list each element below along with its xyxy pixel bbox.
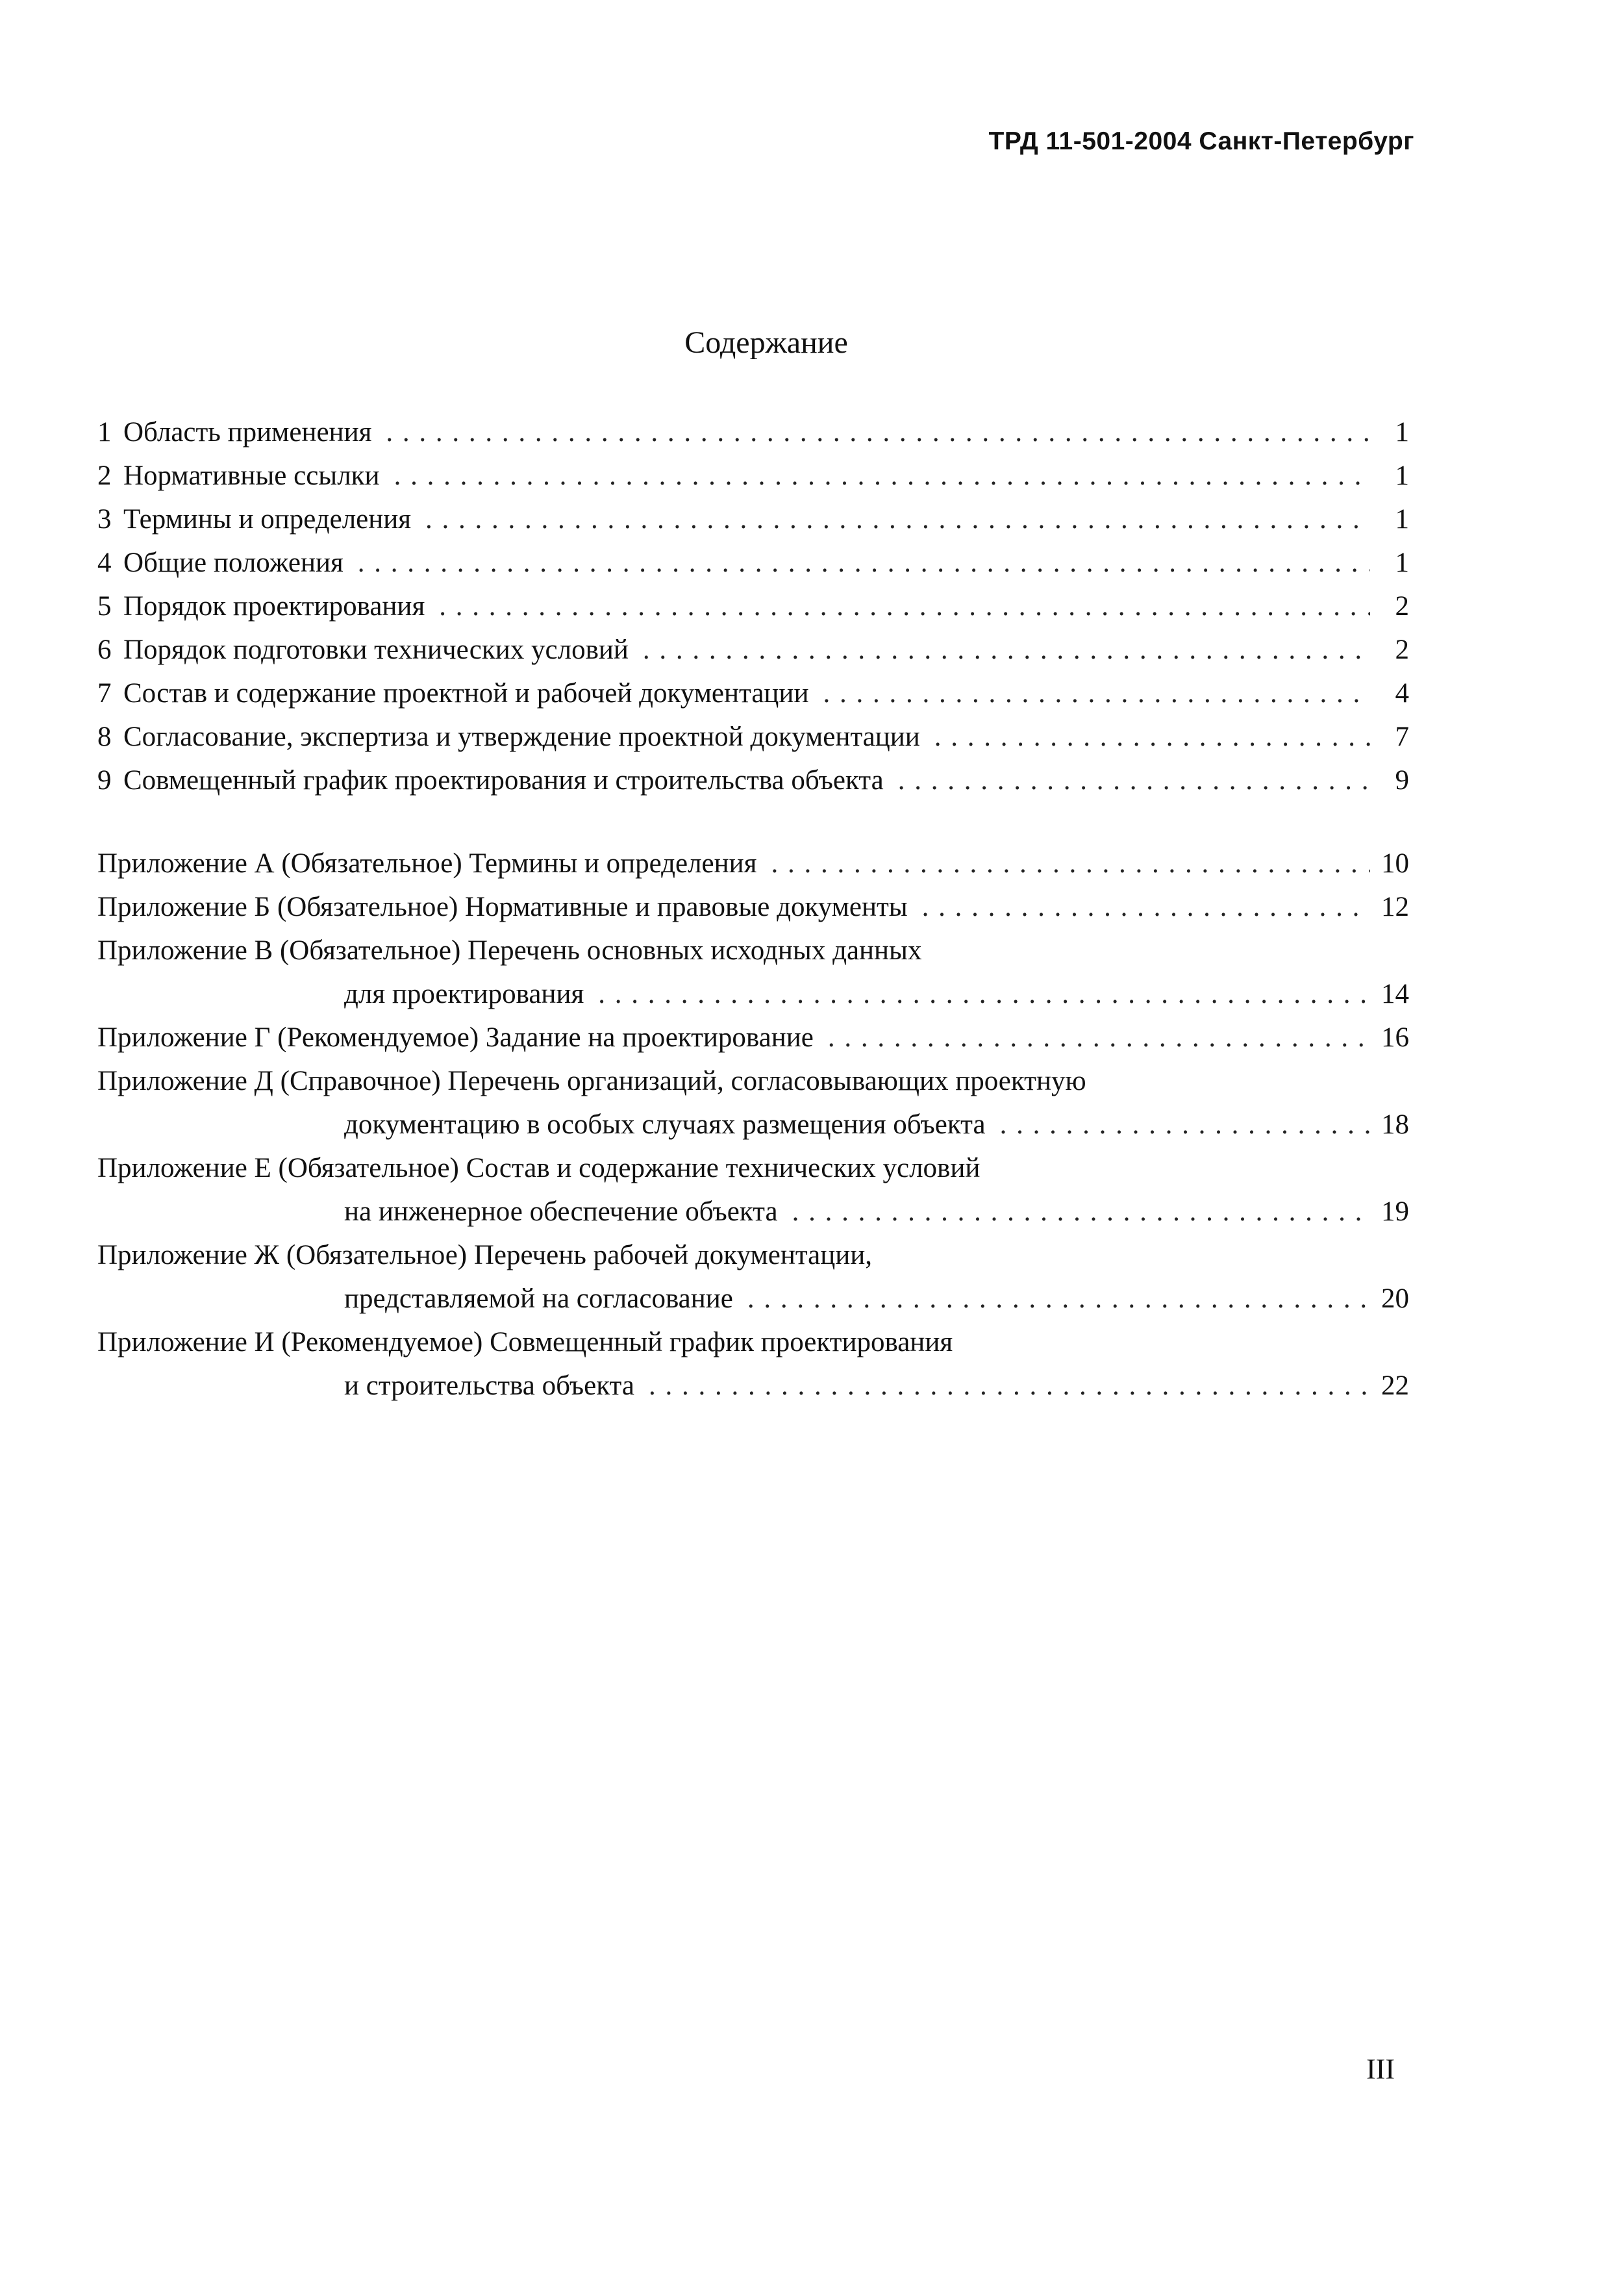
toc-annex-page: 22 [1381, 1370, 1409, 1401]
toc-entry-page: 2 [1395, 635, 1409, 665]
toc-annex-label-cont: на инженерное обеспечение объекта [344, 1196, 778, 1227]
toc-entry-label: Термины и определения [123, 504, 412, 535]
toc-entry-page: 1 [1395, 417, 1409, 448]
toc-annex-entry[interactable] [97, 842, 1409, 885]
toc-entry-label: Порядок подготовки технических условий [123, 635, 629, 665]
toc-annex-page: 16 [1381, 1022, 1409, 1053]
dot-leader [598, 972, 1370, 1016]
toc-entry-page: 2 [1395, 591, 1409, 622]
toc-annex-label-cont: и строительства объекта [344, 1370, 634, 1401]
toc-annex-continuation[interactable] [97, 1277, 1409, 1320]
toc-annex-page: 12 [1381, 892, 1409, 922]
toc-entry-page: 1 [1395, 460, 1409, 491]
toc-annex-page: 18 [1381, 1109, 1409, 1140]
toc-entry[interactable] [97, 672, 1409, 715]
toc-entry-number: 4 [97, 548, 112, 578]
toc-entry-label: Состав и содержание проектной и рабочей документации [123, 678, 809, 709]
dot-leader [1000, 1103, 1370, 1146]
toc-annex-label[interactable]: Приложение Ж (Обязательное) Перечень рабочей документации, [97, 1240, 873, 1270]
toc-entry-number: 2 [97, 460, 112, 491]
dot-leader [386, 410, 1370, 454]
dot-leader [792, 1190, 1370, 1233]
toc-entry-page: 4 [1395, 678, 1409, 709]
toc-entry[interactable] [97, 454, 1409, 498]
dot-leader [394, 454, 1370, 498]
toc-annex-continuation[interactable] [97, 1190, 1409, 1233]
dot-leader [898, 759, 1370, 802]
toc-entry-label: Общие положения [123, 548, 344, 578]
toc-entry-page: 9 [1395, 765, 1409, 796]
toc-sections [97, 410, 1409, 802]
toc-entry-number: 7 [97, 678, 112, 709]
toc-annexes [97, 842, 1409, 1407]
dot-leader [425, 498, 1370, 541]
toc-annex-entry[interactable] [97, 1016, 1409, 1059]
page-number: III [1366, 2053, 1395, 2085]
toc-entry[interactable] [97, 628, 1409, 672]
toc-entry[interactable] [97, 498, 1409, 541]
toc-entry-label: Область применения [123, 417, 372, 448]
toc-entry-page: 1 [1395, 548, 1409, 578]
toc-annex-label: Приложение Б (Обязательное) Нормативные и правовые документы [97, 892, 908, 922]
toc-annex-label[interactable]: Приложение Е (Обязательное) Состав и содержание технических условий [97, 1153, 981, 1183]
page-title: Содержание [684, 325, 848, 360]
toc-annex-continuation[interactable] [97, 1103, 1409, 1146]
toc-entry-number: 6 [97, 635, 112, 665]
dot-leader [649, 1364, 1370, 1407]
toc-entry[interactable] [97, 715, 1409, 759]
toc-entry-number: 3 [97, 504, 112, 535]
dot-leader [771, 842, 1370, 885]
toc-annex-label[interactable]: Приложение Д (Справочное) Перечень организаций, согласовывающих проектную [97, 1066, 1086, 1096]
toc-annex-label-cont: для проектирования [344, 979, 584, 1009]
toc-annex-label: Приложение Г (Рекомендуемое) Задание на проектирование [97, 1022, 814, 1053]
toc-annex-label[interactable]: Приложение В (Обязательное) Перечень основных исходных данных [97, 935, 922, 966]
toc-entry-page: 7 [1395, 722, 1409, 752]
toc-entry-label: Совмещенный график проектирования и строительства объекта [123, 765, 884, 796]
dot-leader [747, 1277, 1370, 1320]
dot-leader [439, 585, 1370, 628]
toc-annex-entry[interactable] [97, 885, 1409, 929]
toc-entry-label: Нормативные ссылки [123, 460, 380, 491]
dot-leader [922, 885, 1370, 929]
dot-leader [934, 715, 1370, 759]
toc-annex-label-cont: представляемой на согласование [344, 1283, 733, 1314]
toc-annex-page: 14 [1381, 979, 1409, 1009]
toc-entry-page: 1 [1395, 504, 1409, 535]
toc-annex-page: 10 [1381, 848, 1409, 879]
toc-entry[interactable] [97, 410, 1409, 454]
dot-leader [828, 1016, 1370, 1059]
toc-annex-page: 19 [1381, 1196, 1409, 1227]
toc-annex-continuation[interactable] [97, 972, 1409, 1016]
toc-annex-label[interactable]: Приложение И (Рекомендуемое) Совмещенный график проектирования [97, 1327, 953, 1357]
toc-entry-label: Согласование, экспертиза и утверждение проектной документации [123, 722, 920, 752]
toc-entry[interactable] [97, 541, 1409, 585]
toc-annex-label: Приложение А (Обязательное) Термины и определения [97, 848, 757, 879]
toc-entry-number: 8 [97, 722, 112, 752]
document-header: ТРД 11-501-2004 Санкт-Петербург [988, 127, 1414, 155]
toc-entry-number: 1 [97, 417, 112, 448]
toc-annex-continuation[interactable] [97, 1364, 1409, 1407]
dot-leader [643, 628, 1370, 672]
toc-entry-number: 5 [97, 591, 112, 622]
toc-annex-page: 20 [1381, 1283, 1409, 1314]
toc-entry[interactable] [97, 585, 1409, 628]
dot-leader [358, 541, 1370, 585]
toc-annex-label-cont: документацию в особых случаях размещения объекта [344, 1109, 986, 1140]
toc-entry-number: 9 [97, 765, 112, 796]
toc-entry-label: Порядок проектирования [123, 591, 425, 622]
dot-leader [823, 672, 1370, 715]
toc-entry[interactable] [97, 759, 1409, 802]
